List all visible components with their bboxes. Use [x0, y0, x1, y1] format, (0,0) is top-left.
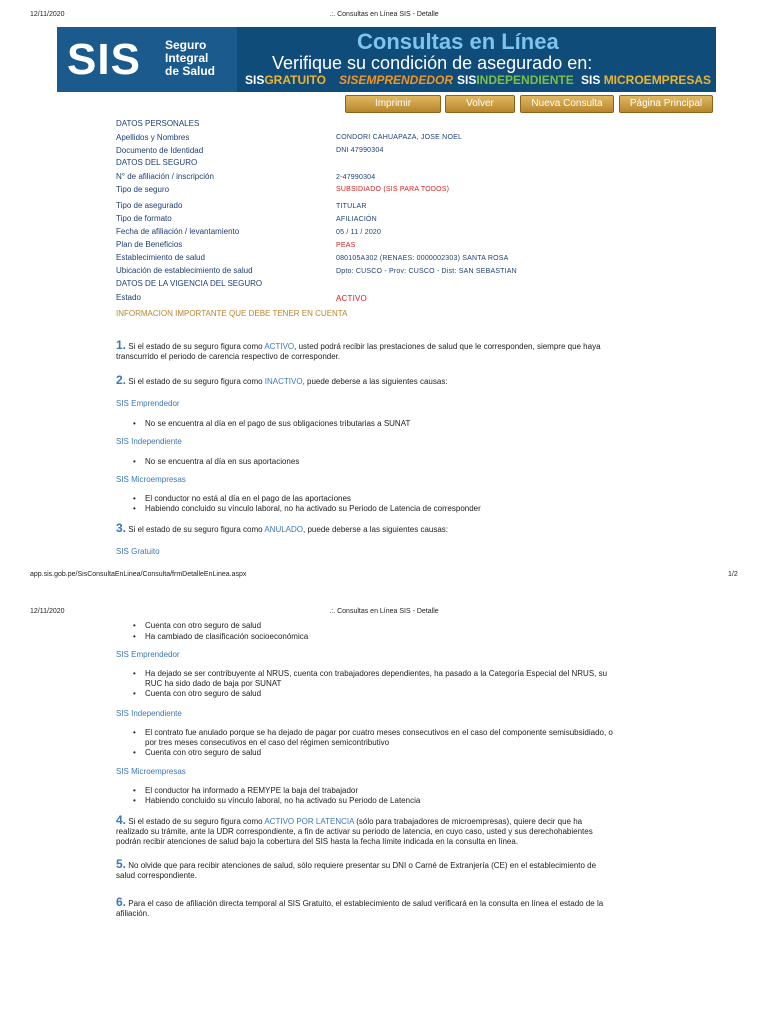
note-6: 6. Para el caso de afiliación directa temporal al SIS Gratuito, el establecimiento de salud verificará en la consulta en línea el estado de la afiliación. — [116, 895, 604, 918]
note-5: 5. No olvide que para recibir atenciones de salud, sólo requiere presentar su DNI o Carné de Extranjería (CE) en el establecimiento de salud correspondiente. — [116, 857, 597, 880]
field-status-label: Estado — [116, 293, 141, 302]
field-name-label: Apellidos y Nombres — [116, 133, 190, 142]
home-page-button[interactable]: Página Principal — [619, 95, 713, 113]
logo-text: SIS — [67, 35, 141, 84]
page-number: 1/2 — [728, 571, 738, 578]
section-microempresas: SIS Microempresas — [116, 475, 186, 484]
banner-title: Consultas en Línea — [357, 29, 559, 54]
field-format-label: Tipo de formato — [116, 214, 172, 223]
section-microempresas-2: SIS Microempresas — [116, 767, 186, 776]
field-insurance-type-value: SUBSIDIADO (SIS PARA TODOS) — [336, 186, 450, 193]
print-title-2: .:. Consultas en Línea SIS - Detalle — [329, 608, 439, 615]
field-name-value: CONDORI CAHUAPAZA, JOSE NOEL — [336, 134, 463, 141]
print-button[interactable]: Imprimir — [345, 95, 441, 113]
note-3: 3. Si el estado de su seguro figura como ANULADO, puede deberse a las siguientes causas: — [116, 521, 449, 535]
print-date: 12/11/2020 — [30, 11, 65, 18]
sis-banner — [57, 27, 716, 92]
field-plan-label: Plan de Beneficios — [116, 240, 183, 249]
note-4: 4. Si el estado de su seguro figura como ACTIVO POR LATENCIA (sólo para trabajadores de microempresas), quiere decir que ha realizado su trámite, ante la UDR correspondiente, a fin de activar su periodo de latencia, en cuyo caso, usted y sus derechohabientes podrán recibir atenciones de salud bajo la cobertura del SIS hasta la fecha límite indicada en la consulta en línea. — [116, 813, 593, 846]
field-affiliation-label: N° de afiliación / inscripción — [116, 172, 214, 181]
list-item: • Cuenta con otro seguro de salud — [145, 689, 261, 698]
list-item: • No se encuentra al día en sus aportaciones — [145, 457, 299, 466]
field-date-label: Fecha de afiliación / levantamiento — [116, 227, 240, 236]
back-button[interactable]: Volver — [445, 95, 515, 113]
field-id-value: DNI 47990304 — [336, 147, 384, 154]
list-item: • El contrato fue anulado porque se ha dejado de pagar por cuatro meses consecutivos en el caso del componente semisubsidiado, o — [145, 728, 613, 737]
field-plan-value: PEAS — [336, 242, 356, 249]
section-independiente-2: SIS Independiente — [116, 709, 182, 718]
section-personal-data: DATOS PERSONALES — [116, 119, 200, 128]
list-item: • Habiendo concluido su vínculo laboral, no ha activado su Periodo de Latencia — [145, 796, 420, 805]
field-facility-label: Establecimiento de salud — [116, 253, 205, 262]
field-id-label: Documento de Identidad — [116, 146, 204, 155]
field-affiliation-value: 2-47990304 — [336, 174, 376, 181]
sis-logo — [57, 27, 237, 92]
product-emprendedor: SISEMPRENDEDOR — [339, 73, 454, 87]
section-independiente: SIS Independiente — [116, 437, 182, 446]
important-info-heading: INFORMACION IMPORTANTE QUE DEBE TENER EN CUENTA — [116, 309, 348, 318]
field-insured-type-value: TITULAR — [336, 203, 367, 210]
section-emprendedor: SIS Emprendedor — [116, 399, 180, 408]
field-status-value: ACTIVO — [336, 294, 367, 303]
note-1: 1. Si el estado de su seguro figura como ACTIVO, usted podrá recibir las prestaciones de salud que le corresponden, siempre que haya transcurrido el periodo de carencia respectivo de corresponder. — [116, 338, 601, 361]
list-item: • Habiendo concluido su vínculo laboral, no ha activado su Periodo de Latencia de corresponder — [145, 504, 481, 513]
list-item: • El conductor no está al día en el pago de las aportaciones — [145, 494, 351, 503]
list-item: • Ha cambiado de clasificación socioeconómica — [145, 632, 308, 641]
new-query-button[interactable]: Nueva Consulta — [520, 95, 614, 113]
logo-subtitle: Seguro Integral de Salud — [165, 38, 216, 78]
list-item-continued: por tres meses consecutivos en el caso del régimen semicontributivo — [145, 738, 390, 747]
field-location-label: Ubicación de establecimiento de salud — [116, 266, 253, 275]
list-item: • El conductor ha informado a REMYPE la baja del trabajador — [145, 786, 358, 795]
print-date-2: 12/11/2020 — [30, 608, 65, 615]
list-item: • Ha dejado se ser contribuyente al NRUS, cuenta con trabajadores dependientes, ha pasado a la Categoría Especial del NRUS, su — [145, 669, 607, 678]
product-microempresas: SIS MICROEMPRESAS — [581, 73, 712, 87]
footer-url: app.sis.gob.pe/SisConsultaEnLinea/Consulta/frmDetalleEnLinea.aspx — [30, 571, 247, 578]
section-insurance-data: DATOS DEL SEGURO — [116, 158, 198, 167]
list-item: • No se encuentra al día en el pago de sus obligaciones tributarias a SUNAT — [145, 419, 410, 428]
list-item: • Cuenta con otro seguro de salud — [145, 748, 261, 757]
list-item: • Cuenta con otro seguro de salud — [145, 621, 261, 630]
section-emprendedor-2: SIS Emprendedor — [116, 650, 180, 659]
banner-subtitle: Verifique su condición de asegurado en: — [272, 53, 593, 73]
list-item-continued: RUC ha sido dado de baja por SUNAT — [145, 679, 282, 688]
field-date-value: 05 / 11 / 2020 — [336, 229, 382, 236]
field-facility-value: 080105A302 (RENAES: 0000002303) SANTA ROSA — [336, 255, 509, 262]
field-location-value: Dpto: CUSCO - Prov: CUSCO - Dist: SAN SEBASTIAN — [336, 268, 517, 275]
section-gratuito: SIS Gratuito — [116, 547, 160, 556]
product-gratuito: SISGRATUITO — [245, 73, 326, 87]
field-insured-type-label: Tipo de asegurado — [116, 201, 183, 210]
field-format-value: AFILIACIÓN — [336, 216, 377, 223]
section-validity: DATOS DE LA VIGENCIA DEL SEGURO — [116, 279, 263, 288]
field-insurance-type-label: Tipo de seguro — [116, 185, 170, 194]
print-title: .:. Consultas en Línea SIS - Detalle — [329, 11, 439, 18]
product-independiente: SISINDEPENDIENTE — [457, 73, 574, 87]
note-2: 2. Si el estado de su seguro figura como INACTIVO, puede deberse a las siguientes causas: — [116, 373, 448, 387]
